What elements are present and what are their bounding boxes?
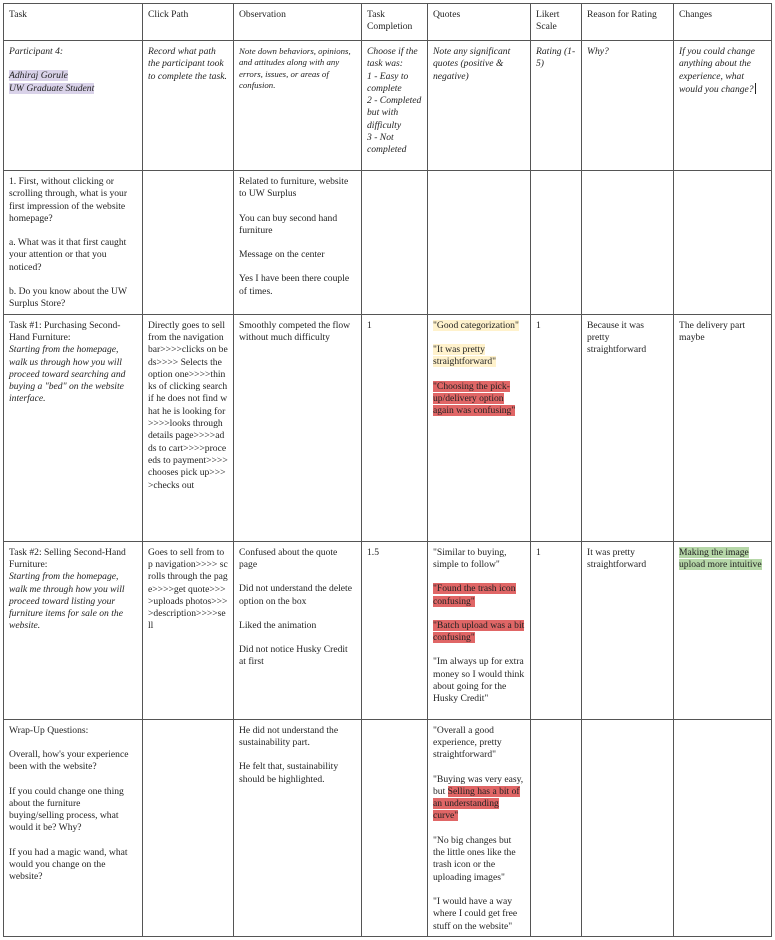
text-cursor bbox=[755, 83, 756, 94]
task2-obs-1: Confused about the quote page bbox=[239, 546, 338, 570]
wrapup-observation bbox=[234, 719, 362, 936]
task2-title: Task #2: Selling Second-Hand Furniture: bbox=[9, 546, 126, 570]
first-impression-qb: b. Do you know about the UW Surplus Store? bbox=[9, 286, 127, 310]
header-task: Task bbox=[4, 4, 143, 41]
completion-instruction bbox=[362, 41, 428, 171]
task1-completion: 1 bbox=[362, 314, 428, 541]
first-impression-obs-2: You can buy second hand furniture bbox=[239, 212, 338, 236]
intro-row bbox=[4, 41, 772, 171]
task2-changes bbox=[674, 541, 772, 719]
task2-obs-3: Liked the animation bbox=[239, 619, 317, 631]
task2-click-path: Goes to sell from top navigation>>>> scrolls through the page>>>>get quote>>>>uploads photos>>>>description>>>>sell bbox=[143, 541, 234, 719]
wrapup-likert bbox=[531, 719, 582, 936]
task1-title: Task #1: Purchasing Second-Hand Furniture: bbox=[9, 319, 121, 343]
wrapup-row bbox=[4, 719, 772, 936]
wrapup-quote-2b: Selling has a bit of an understanding curve" bbox=[433, 785, 520, 822]
task2-task bbox=[4, 541, 143, 719]
task1-changes: The delivery part maybe bbox=[674, 314, 772, 541]
first-impression-obs-1: Related to furniture, website to UW Surplus bbox=[239, 176, 349, 200]
task2-prompt: Starting from the homepage, walk me through how you will proceed toward listing your furniture items for sale on the website. bbox=[9, 571, 125, 632]
first-impression-obs-4: Yes I have been there couple of times. bbox=[239, 273, 350, 297]
usability-test-table bbox=[3, 3, 772, 937]
changes-instruction bbox=[674, 41, 772, 171]
task2-row bbox=[4, 541, 772, 719]
task2-quote-2: "Found the trash icon confusing" bbox=[433, 583, 516, 607]
task1-quote-3: "Choosing the pick-up/delivery option again was confusing" bbox=[433, 380, 516, 417]
task1-quote-1: "Good categorization" bbox=[433, 319, 519, 331]
task1-prompt: Starting from the homepage, walk us through how you will proceed toward searching and buying a "bed" on the website interface. bbox=[9, 344, 126, 405]
header-changes: Changes bbox=[674, 4, 772, 41]
task1-task bbox=[4, 314, 143, 541]
task1-likert: 1 bbox=[531, 314, 582, 541]
task2-quote-3: "Batch upload was a bit confusing" bbox=[433, 619, 525, 644]
wrapup-q3: If you had a magic wand, what would you change on the website? bbox=[9, 846, 128, 883]
task1-reason: Because it was pretty straightforward bbox=[582, 314, 674, 541]
task2-quotes bbox=[428, 541, 531, 719]
first-impression-completion bbox=[362, 171, 428, 315]
first-impression-row bbox=[4, 171, 772, 315]
wrapup-obs-1: He did not understand the sustainability part. bbox=[239, 724, 339, 748]
first-impression-qa: a. What was it that first caught your attention or that you noticed? bbox=[9, 237, 127, 273]
header-row bbox=[4, 4, 772, 41]
wrapup-click-path bbox=[143, 719, 234, 936]
first-impression-click-path bbox=[143, 171, 234, 315]
first-impression-changes bbox=[674, 171, 772, 315]
wrapup-quote-2 bbox=[433, 774, 525, 823]
wrapup-quotes bbox=[428, 719, 531, 936]
completion-option-1: 1 - Easy to complete bbox=[367, 70, 409, 94]
header-task-completion: Task Completion bbox=[362, 4, 428, 41]
task2-likert: 1 bbox=[531, 541, 582, 719]
first-impression-quotes bbox=[428, 171, 531, 315]
wrapup-quote-3: "No big changes but the little ones like the trash icon or the uploading images" bbox=[433, 834, 516, 883]
task2-quote-1: "Similar to buying, simple to follow" bbox=[433, 546, 507, 570]
header-reason-for-rating: Reason for Rating bbox=[582, 4, 674, 41]
click-path-instruction: Record what path the participant took to complete the task. bbox=[143, 41, 234, 171]
wrapup-changes bbox=[674, 719, 772, 936]
header-observation: Observation bbox=[234, 4, 362, 41]
first-impression-observation bbox=[234, 171, 362, 315]
first-impression-likert bbox=[531, 171, 582, 315]
participant-role: UW Graduate Student bbox=[9, 82, 95, 94]
task1-quote-2: "It was pretty straightforward" bbox=[433, 343, 497, 368]
wrapup-obs-2: He felt that, sustainability should be highlighted. bbox=[239, 761, 339, 785]
first-impression-task bbox=[4, 171, 143, 315]
participant-name: Adhiraj Gorule bbox=[9, 70, 68, 82]
first-impression-reason bbox=[582, 171, 674, 315]
task2-quote-4: "Im always up for extra money so I would think about going for the Husky Credit" bbox=[433, 656, 525, 705]
reason-instruction: Why? bbox=[582, 41, 674, 171]
likert-instruction: Rating (1-5) bbox=[531, 41, 582, 171]
task2-completion: 1.5 bbox=[362, 541, 428, 719]
header-quotes: Quotes bbox=[428, 4, 531, 41]
wrapup-quote-4: "I would have a way where I could get free stuff on the website" bbox=[433, 895, 518, 932]
completion-intro: Choose if the task was: bbox=[367, 46, 418, 70]
header-click-path: Click Path bbox=[143, 4, 234, 41]
wrapup-task bbox=[4, 719, 143, 936]
task2-obs-4: Did not notice Husky Credit at first bbox=[239, 644, 348, 668]
header-likert-scale: Likert Scale bbox=[531, 4, 582, 41]
participant-label: Participant 4: bbox=[9, 46, 64, 57]
wrapup-quote-1: "Overall a good experience, pretty straightforward" bbox=[433, 724, 502, 761]
first-impression-obs-3: Message on the center bbox=[239, 249, 325, 261]
wrapup-title: Wrap-Up Questions: bbox=[9, 724, 89, 736]
wrapup-q2: If you could change one thing about the furniture buying/selling process, what would it be? Why? bbox=[9, 785, 124, 834]
observation-instruction: Note down behaviors, opinions, and attitudes along with any errors, issues, or areas of confusion. bbox=[234, 41, 362, 171]
task2-change-text: Making the image upload more intuitive bbox=[679, 546, 762, 570]
wrapup-reason bbox=[582, 719, 674, 936]
task1-click-path: Directly goes to sell from the navigation bar>>>>clicks on beds>>>> Selects the option one>>>>thinks of clicking search if he does not find what he is looking for>>>>looks through details page>>>>adds to cart>>>>proceeds to payment>>>>chooses pick up>>>>checks out bbox=[143, 314, 234, 541]
completion-option-3: 3 - Not completed bbox=[367, 132, 407, 156]
task1-quotes bbox=[428, 314, 531, 541]
task2-reason: It was pretty straightforward bbox=[582, 541, 674, 719]
task2-obs-2: Did not understand the delete option on the box bbox=[239, 583, 352, 607]
completion-option-2: 2 - Completed but with difficulty bbox=[367, 95, 422, 131]
task1-row bbox=[4, 314, 772, 541]
changes-instruction-text: If you could change anything about the experience, what would you change? bbox=[679, 46, 755, 95]
quotes-instruction: Note any significant quotes (positive & negative) bbox=[428, 41, 531, 171]
task2-observation bbox=[234, 541, 362, 719]
wrapup-completion bbox=[362, 719, 428, 936]
participant-cell bbox=[4, 41, 143, 171]
task1-observation: Smoothly competed the flow without much difficulty bbox=[234, 314, 362, 541]
wrapup-quote-2a: "Buying was very easy, but bbox=[433, 773, 524, 797]
wrapup-q1: Overall, how's your experience been with the website? bbox=[9, 748, 129, 773]
first-impression-q1: 1. First, without clicking or scrolling through, what is your first impression of the website homepage? bbox=[9, 176, 128, 224]
